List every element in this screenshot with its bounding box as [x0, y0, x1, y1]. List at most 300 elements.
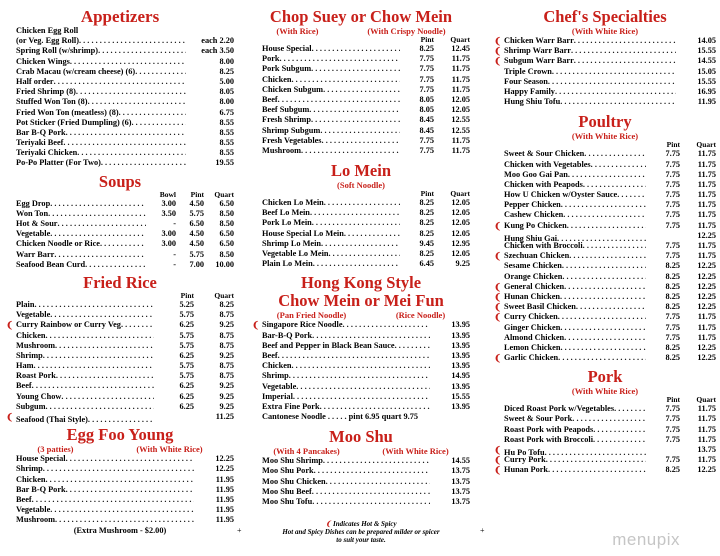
menu-item [252, 487, 470, 497]
menupix-logo: menupix [612, 530, 680, 549]
item-prices [646, 425, 716, 435]
item-price: 15.55 [451, 391, 470, 401]
item-prices [400, 229, 470, 239]
item-name: Ginger Chicken . . . [494, 323, 646, 333]
item-name: Chicken . . . [6, 331, 154, 341]
item-price: 3.00 [161, 198, 176, 208]
item-name: Kung Po Chicken . . . [494, 221, 646, 231]
item-name: Pepper Chicken . . . [494, 200, 646, 210]
menu-item [494, 425, 716, 435]
column-header: Quart [214, 189, 234, 199]
section-title-chop-suey: Chop Suey or Chow Mein [269, 7, 453, 26]
chop-suey-subtitle [252, 26, 470, 36]
menu-item [494, 272, 716, 282]
menu-item [494, 200, 716, 210]
item-prices [646, 353, 716, 363]
item-price: 5.75 [179, 340, 194, 350]
item-prices [146, 229, 234, 239]
item-name: Chicken Warr Barr . . . [494, 36, 676, 46]
item-price: 8.25 [665, 281, 680, 291]
hot-pepper-icon: ❨ [494, 465, 502, 476]
menu-item [6, 381, 234, 391]
menu-item [494, 77, 716, 87]
hot-pepper-icon: ❨ [494, 353, 502, 364]
item-price: 8.75 [219, 330, 234, 340]
item-price: 8.05 [419, 94, 434, 104]
item-name: Hot & Sour . . . [6, 219, 146, 229]
item-price: 11.75 [697, 149, 716, 159]
column-header: Pint [190, 189, 204, 199]
menu-item [494, 180, 716, 190]
item-prices [194, 505, 234, 515]
menu-item [6, 402, 234, 412]
menu-item [6, 475, 234, 485]
item-price: 8.25 [665, 342, 680, 352]
item-price: 13.95 [451, 401, 470, 411]
item-price: 7.75 [665, 159, 680, 169]
menu-item [494, 160, 716, 170]
item-prices [154, 320, 234, 330]
menu-item [252, 320, 470, 330]
item-price: 12.45 [451, 44, 470, 53]
item-name: Young Chow . . . [6, 392, 154, 402]
item-price: 12.25 [697, 353, 716, 363]
item-name: Chicken with Broccoli . . . [494, 241, 646, 251]
item-price: 13.95 [451, 340, 470, 350]
hot-pepper-icon: ❨ [494, 46, 502, 57]
item-price: 11.75 [697, 455, 716, 465]
item-price: 6.25 [179, 391, 194, 401]
item-name: Moo Shu Chicken . . . [252, 477, 430, 487]
menu-item [6, 108, 234, 118]
item-price: 7.75 [419, 135, 434, 145]
item-price: 11.75 [451, 64, 470, 74]
item-price [646, 445, 680, 455]
item-name: (or Veg. Egg Roll) . . . [6, 36, 186, 46]
item-price: 12.25 [697, 302, 716, 312]
item-prices [186, 118, 234, 128]
item-prices [186, 138, 234, 148]
menu-item [6, 67, 234, 77]
menu-item [494, 261, 716, 271]
item-name: Moo Shu Pork . . . [252, 466, 430, 476]
menu-item [252, 85, 470, 95]
column-header: Quart [696, 140, 716, 150]
item-price: 8.45 [419, 115, 434, 125]
menu-item [494, 302, 716, 312]
item-name: Curry Pork . . . [494, 455, 646, 465]
item-price: 6.25 [179, 320, 194, 330]
item-prices [400, 54, 470, 64]
menu-item [494, 170, 716, 180]
menu-item [252, 341, 470, 351]
item-price: 8.50 [219, 219, 234, 228]
spicy-note-line1: Indicates Hot & Spicy [333, 520, 397, 528]
item-name: Fried Shrimp (8) . . . [6, 87, 186, 97]
item-price: 6.50 [189, 219, 204, 228]
item-prices [430, 466, 470, 476]
hot-pepper-icon: ❨ [6, 412, 14, 422]
lo-mein-subtitle: (Soft Noodle) [337, 180, 385, 191]
item-prices [646, 404, 716, 414]
item-price: 15.55 [697, 46, 716, 56]
item-prices [154, 341, 234, 351]
item-name: Sweet Basil Chicken . . . [494, 302, 646, 312]
item-price: 8.05 [419, 105, 434, 115]
item-name: Chicken Lo Mein . . . [252, 198, 400, 208]
hot-pepper-icon: ❨ [494, 291, 502, 302]
item-price: 14.05 [697, 36, 716, 45]
item-prices [400, 85, 470, 95]
column-headers [6, 191, 234, 199]
menu-item [252, 497, 470, 507]
item-price: 12.25 [697, 465, 716, 475]
item-price: 6.50 [219, 198, 234, 208]
item-prices [646, 445, 716, 455]
hot-pepper-icon: ❨ [252, 320, 260, 331]
column-header: Quart [696, 395, 716, 405]
item-price: 11.75 [451, 54, 470, 64]
hong-kong-subtitle [252, 310, 470, 320]
menu-item [494, 333, 716, 343]
menu-item [6, 515, 234, 525]
item-prices [194, 475, 234, 485]
item-name: Fried Won Ton (meatless) (8) . . . [6, 108, 186, 118]
item-price: 7.75 [665, 169, 680, 179]
item-name: Shrimp . . . [6, 351, 154, 361]
item-price: 15.55 [697, 76, 716, 86]
item-price: 7.00 [189, 259, 204, 269]
item-price: 11.75 [697, 159, 716, 169]
item-prices [154, 361, 234, 371]
item-prices [146, 260, 234, 270]
item-price: 13.95 [451, 361, 470, 371]
item-name: Singapore Rice Noodle . . . [252, 320, 430, 330]
section-title-poultry: Poultry [578, 112, 632, 132]
item-name: Spring Roll (w/shrimp) . . . [6, 46, 186, 56]
menu-item [494, 455, 716, 465]
item-name: Po-Po Platter (For Two) . . . [6, 158, 186, 168]
item-price: 3.00 [161, 229, 176, 239]
item-price: 5.00 [219, 76, 234, 86]
menu-item [252, 115, 470, 125]
item-prices [676, 77, 716, 87]
item-name: Beef . . . [6, 495, 194, 505]
item-price: 8.25 [665, 353, 680, 363]
menu-item [252, 382, 470, 392]
item-prices [430, 331, 470, 341]
item-price: 12.05 [451, 249, 470, 258]
item-price: 13.75 [451, 497, 470, 506]
column-header: Quart [450, 35, 470, 44]
menu-item [252, 402, 470, 412]
item-prices [676, 67, 716, 77]
section-title-chow-mein-mei-fun: Chow Mein or Mei Fun [278, 291, 444, 311]
item-price: 8.25 [419, 228, 434, 238]
item-name: Chicken . . . [252, 361, 430, 371]
item-price: 8.25 [665, 271, 680, 281]
item-name: Moo Shu Beef . . . [252, 487, 430, 497]
item-name: Crab Macau (w/cream cheese) (6) . . . [6, 67, 186, 77]
item-price: 11.75 [697, 190, 716, 200]
item-name: Chicken Egg Roll [16, 26, 79, 35]
item-price: 7.75 [665, 312, 680, 322]
item-price: 9.25 [455, 259, 470, 269]
item-prices [646, 170, 716, 180]
item-name: Vegetable . . . [6, 505, 194, 515]
item-prices [430, 341, 470, 351]
menu-item [494, 343, 716, 353]
item-price: 8.25 [419, 198, 434, 208]
menu-item [6, 351, 234, 361]
item-price: 6.50 [219, 239, 234, 249]
hot-pepper-icon: ❨ [494, 56, 502, 67]
item-price: 13.95 [451, 330, 470, 340]
item-name: Vegetable . . . [6, 310, 154, 320]
item-name: Plain . . . [6, 300, 154, 310]
item-name: Mushroom . . . [6, 515, 194, 525]
item-price: 11.75 [697, 322, 716, 332]
item-price: 11.95 [215, 494, 234, 504]
menu-item [494, 445, 716, 458]
item-price: 8.00 [219, 56, 234, 66]
menu-item [6, 320, 234, 330]
item-price: 19.55 [215, 158, 234, 168]
menu-item [6, 341, 234, 351]
item-prices [646, 190, 716, 200]
item-prices [154, 371, 234, 381]
item-prices [430, 361, 470, 371]
item-price: 7.75 [665, 210, 680, 220]
column-left [6, 8, 234, 536]
item-name: Won Ton . . . [6, 209, 146, 219]
item-name: Hunan Pork . . . [494, 465, 646, 475]
menu-item [494, 465, 716, 475]
item-name: Fresh Vegetables . . . [252, 136, 400, 146]
menu-item [252, 477, 470, 487]
item-name: Chicken with Peapods . . . [494, 180, 646, 190]
menu-item [6, 128, 234, 138]
item-price: 12.25 [215, 454, 234, 464]
section-title-chefs-specialties: Chef's Specialties [543, 7, 667, 26]
item-price: 11.75 [697, 434, 716, 444]
item-price: 12.05 [451, 94, 470, 104]
section-title-hong-kong: Hong Kong Style [300, 273, 422, 293]
item-price: 8.50 [219, 249, 234, 259]
menu-item [494, 87, 716, 97]
item-prices [154, 392, 234, 402]
item-name: Pot Sticker (Fried Dumpling) (6) . . . [6, 118, 186, 128]
item-price: - [173, 249, 176, 259]
item-prices [430, 402, 470, 412]
menu-item [6, 371, 234, 381]
item-prices [430, 487, 470, 497]
item-prices [676, 36, 716, 46]
item-name: Subgum Warr Barr . . . [494, 56, 676, 66]
item-prices [400, 218, 470, 228]
item-price: 8.75 [219, 310, 234, 320]
menu-item [6, 57, 234, 67]
item-price: 16.95 [697, 86, 716, 96]
item-name: Beef and Pepper in Black Bean Sauce . . . [252, 341, 430, 351]
item-price: 7.75 [419, 64, 434, 74]
menu-item [252, 456, 470, 466]
menu-item [6, 454, 234, 464]
menu-item [6, 412, 234, 425]
item-name: Warr Barr . . . [6, 250, 146, 260]
item-prices [146, 239, 234, 249]
item-name: Ham . . . [6, 361, 154, 371]
item-price: 12.25 [697, 261, 716, 271]
item-prices [186, 148, 234, 158]
item-price: 11.75 [697, 404, 716, 414]
item-price: 11.75 [697, 200, 716, 210]
item-name: Triple Crown . . . [494, 67, 676, 77]
item-prices [400, 95, 470, 105]
item-price: 11.75 [697, 210, 716, 220]
menu-item [494, 251, 716, 261]
item-price: 11.75 [451, 145, 470, 155]
item-prices [646, 200, 716, 210]
menu-item [252, 239, 470, 249]
item-prices [646, 180, 716, 190]
item-prices [400, 198, 470, 208]
menu-item [494, 292, 716, 302]
item-price: 8.25 [665, 302, 680, 312]
item-prices [400, 249, 470, 259]
item-price: 13.75 [697, 445, 716, 454]
item-price: 6.75 [219, 107, 234, 117]
column-headers [494, 141, 716, 149]
item-prices [186, 128, 234, 138]
item-prices [646, 414, 716, 424]
item-name: Bar-B-Q Pork . . . [252, 331, 430, 341]
column-header: Quart [450, 189, 470, 199]
section-title-egg-foo-young: Egg Foo Young [66, 425, 174, 445]
item-prices [400, 126, 470, 136]
item-prices [646, 302, 716, 312]
item-price: 11.95 [215, 474, 234, 484]
menu-item [252, 466, 470, 476]
item-prices [646, 435, 716, 445]
item-name: Shrimp . . . [252, 371, 430, 381]
item-name: Vegetable . . . [6, 229, 146, 239]
item-prices [154, 381, 234, 391]
item-price: - [173, 219, 176, 228]
item-prices [646, 231, 716, 241]
extra-mushroom-note: (Extra Mushroom - $2.00) [73, 525, 167, 535]
item-price: 12.95 [451, 238, 470, 248]
menu-item-cantonese: Cantonese Noodle . . . . . pint 6.95 quart 9.75 [262, 412, 419, 422]
menu-item [6, 250, 234, 260]
item-price: 8.55 [219, 138, 234, 148]
item-price: 4.50 [189, 198, 204, 208]
menu-item [6, 199, 234, 209]
item-name: Hu Po Tofu . . . [494, 448, 646, 458]
item-price: 7.75 [665, 179, 680, 189]
item-price: 8.75 [219, 340, 234, 350]
item-name: Roast Pork with Broccoli . . . [494, 435, 646, 445]
item-price: 13.95 [451, 320, 470, 330]
menu-item [252, 208, 470, 218]
item-price: each 3.50 [201, 46, 234, 56]
menu-item [252, 351, 470, 361]
item-price: 8.25 [419, 218, 434, 228]
item-name: Hung Shiu Gai . . . [494, 234, 646, 244]
menu-item [494, 190, 716, 200]
item-price: 7.75 [665, 322, 680, 332]
item-price: 6.25 [179, 350, 194, 360]
item-price: 8.55 [219, 117, 234, 127]
item-price: 8.75 [219, 361, 234, 371]
item-price: 12.25 [697, 230, 716, 240]
item-price: 7.75 [665, 190, 680, 200]
item-prices [646, 149, 716, 159]
item-price: 9.25 [219, 381, 234, 391]
item-price: 12.05 [451, 208, 470, 218]
item-name: Orange Chicken . . . [494, 272, 646, 282]
item-prices [646, 343, 716, 353]
menu-item [6, 209, 234, 219]
sub-right: (With White Rice) [136, 444, 203, 455]
item-price: 7.75 [665, 414, 680, 424]
item-price: 11.75 [697, 241, 716, 250]
item-price: 8.55 [219, 127, 234, 137]
menu-item [494, 353, 716, 363]
column-right [494, 8, 716, 476]
item-name: Chicken . . . [6, 475, 194, 485]
item-name: Egg Drop . . . [6, 199, 146, 209]
sub-right: (With Crispy Noodle) [367, 26, 446, 36]
item-prices [400, 105, 470, 115]
item-prices [646, 455, 716, 465]
column-headers [494, 396, 716, 404]
pork-subtitle: (With White Rice) [571, 386, 639, 397]
menu-item [252, 392, 470, 402]
item-name: Beef Subgum . . . [252, 105, 400, 115]
item-prices [430, 371, 470, 381]
item-name: Chicken . . . [252, 75, 400, 85]
item-prices [430, 320, 470, 330]
menu-item [252, 126, 470, 136]
menu-item [494, 404, 716, 414]
item-name: Half order . . . [6, 77, 186, 87]
item-price: 8.25 [419, 208, 434, 218]
menu-item [252, 44, 470, 54]
item-name: Curry Chicken . . . [494, 312, 646, 322]
hot-pepper-icon: ❨ [494, 281, 502, 292]
item-price: 5.25 [179, 299, 194, 309]
item-prices [154, 310, 234, 320]
item-price: 8.25 [665, 261, 680, 271]
item-price: 4.50 [189, 229, 204, 239]
item-price: 11.75 [697, 414, 716, 424]
item-price: 9.25 [219, 391, 234, 401]
item-price: 7.75 [419, 74, 434, 84]
item-prices [646, 292, 716, 302]
menu-item [252, 146, 470, 156]
plus-mark: + [237, 526, 242, 535]
sub-left: (With Rice) [276, 26, 319, 36]
item-price: 7.75 [665, 200, 680, 210]
section-title-appetizers: Appetizers [80, 7, 160, 26]
hot-pepper-icon: ❨ [494, 36, 502, 46]
item-name: Pork Subgum . . . [252, 64, 400, 74]
column-header: Pint [666, 395, 680, 405]
menu-item [252, 249, 470, 259]
menu-item [252, 331, 470, 341]
item-price: 7.75 [665, 149, 680, 159]
